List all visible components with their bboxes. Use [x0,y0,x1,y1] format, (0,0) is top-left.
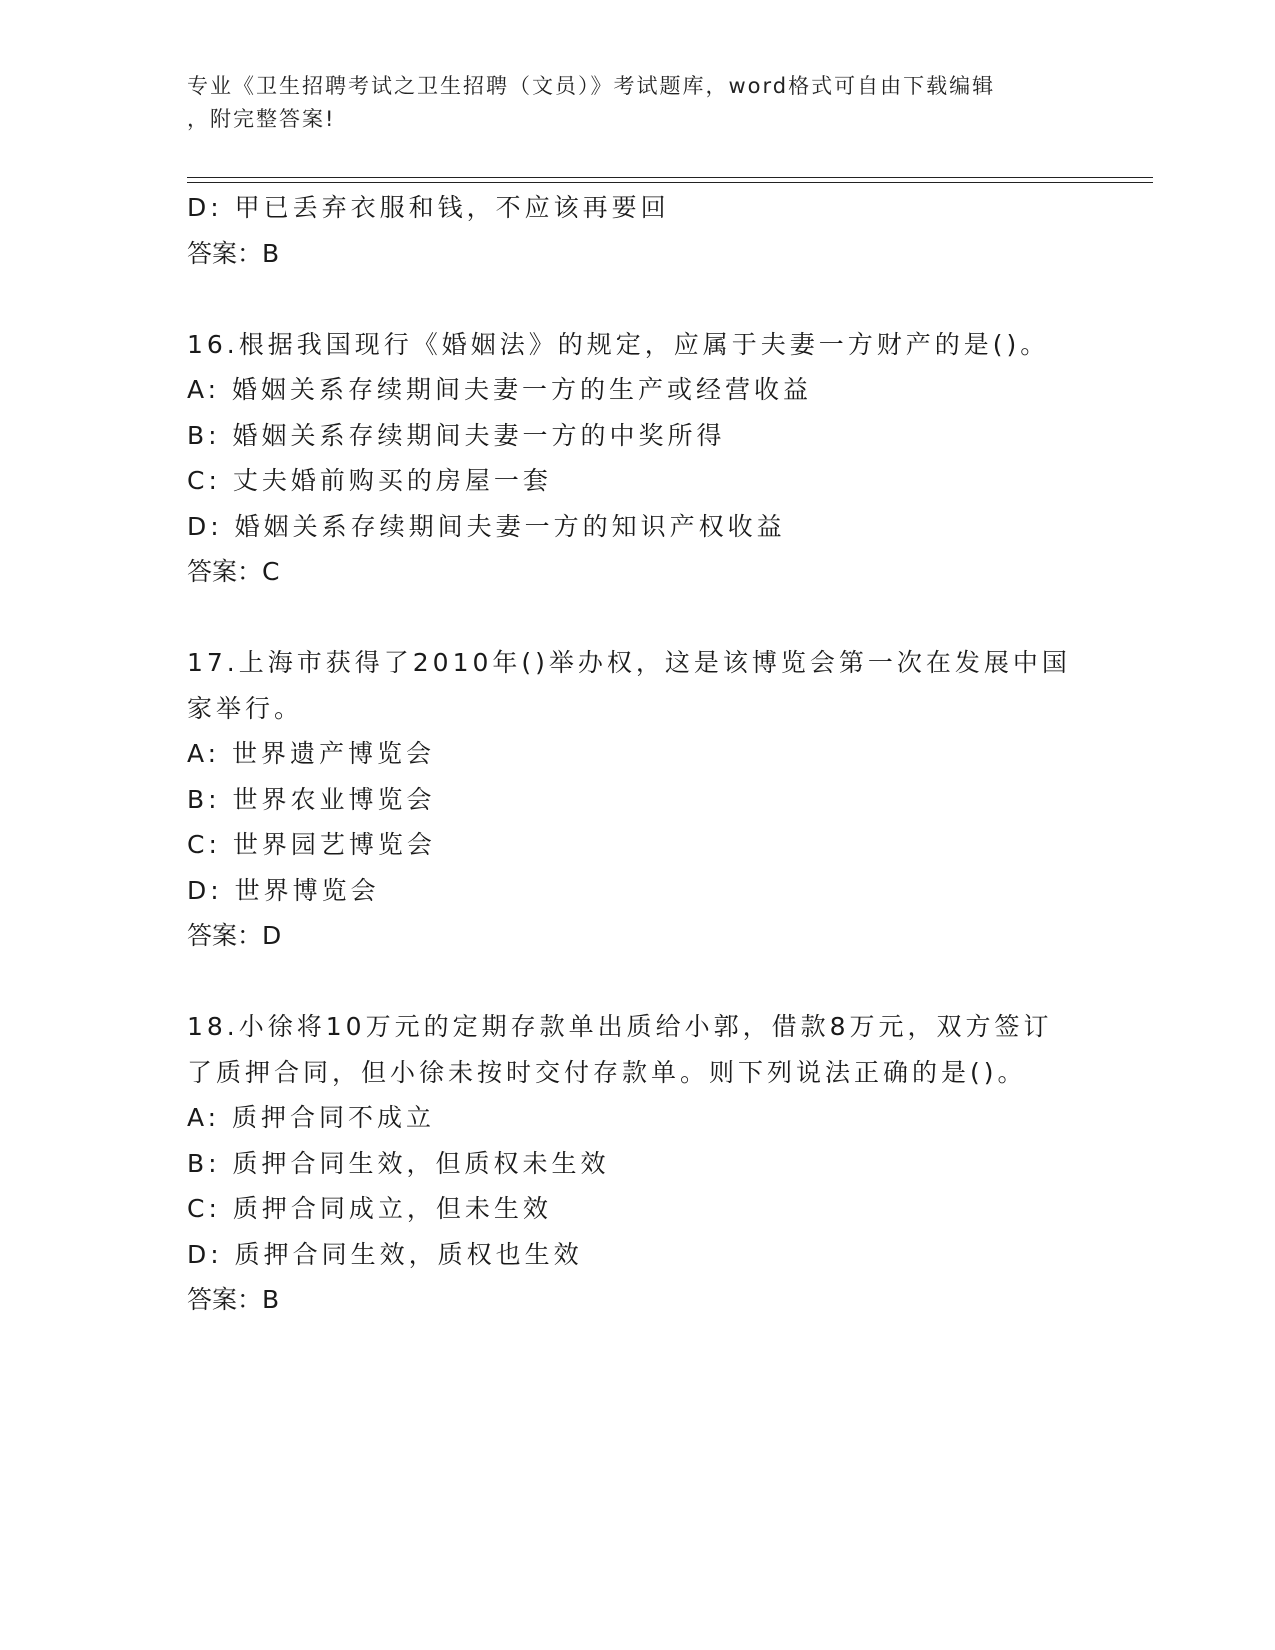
header-divider-bottom [187,182,1153,183]
option-d: D: 婚姻关系存续期间夫妻一方的知识产权收益 [187,511,786,541]
spacer [187,595,1087,641]
spacer [187,276,1087,322]
answer: 答案：D [187,921,282,950]
header-divider-top [187,177,1153,178]
option-c: C: 世界园艺博览会 [187,830,436,859]
header-line-1: 专业《卫生招聘考试之卫生招聘（文员）》考试题库，word格式可自由下载编辑 [187,74,996,98]
question-stem: 16.根据我国现行《婚姻法》的规定，应属于夫妻一方财产的是()。 [187,329,1050,359]
option-d: D: 质押合同生效，质权也生效 [187,1239,583,1269]
option-d: D: 世界博览会 [187,875,380,905]
question-stem: 18.小徐将10万元的定期存款单出质给小郭，借款8万元，双方签订 [187,1012,1053,1041]
option-a: A: 婚姻关系存续期间夫妻一方的生产或经营收益 [187,375,813,404]
answer: 答案：B [187,1285,280,1314]
option-c: C: 丈夫婚前购买的房屋一套 [187,466,552,495]
question-18 [187,1004,1087,1323]
question-list [187,185,1087,1323]
option-a: A: 世界遗产博览会 [187,739,436,768]
spacer [187,959,1087,1005]
option-b: B: 质押合同生效，但质权未生效 [187,1148,610,1178]
question-stem-continued: 家举行。 [187,693,304,723]
option-a: A: 质押合同不成立 [187,1103,436,1132]
question-stem-continued: 了质押合同，但小徐未按时交付存款单。则下列说法正确的是()。 [187,1057,1027,1087]
answer: 答案：C [187,557,280,586]
option-b: B: 婚姻关系存续期间夫妻一方的中奖所得 [187,420,726,450]
question-stem: 17.上海市获得了2010年()举办权，这是该博览会第一次在发展中国 [187,648,1071,677]
option-b: B: 世界农业博览会 [187,784,436,814]
question-17 [187,640,1087,959]
header-line-2: ，附完整答案! [187,107,336,131]
question-16 [187,322,1087,595]
document-header [187,70,1067,136]
prev-option-d: D: 甲已丢弃衣服和钱，不应该再要回 [187,193,670,222]
prev-answer: 答案：B [187,238,280,268]
option-c: C: 质押合同成立，但未生效 [187,1194,552,1223]
